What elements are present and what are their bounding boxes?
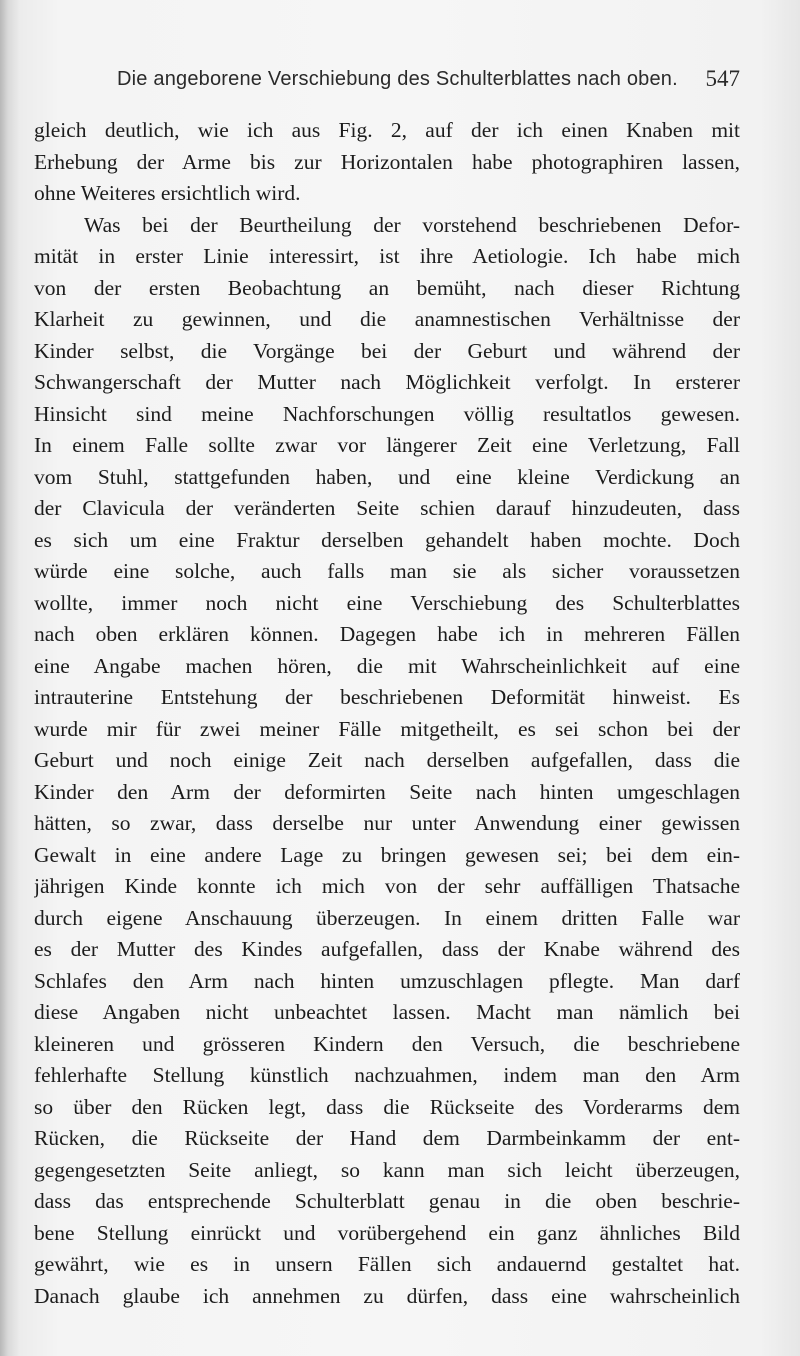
text-line: es sich um eine Fraktur derselben gehandelt haben mochte. Doch [34,527,740,552]
text-line: Geburt und noch einige Zeit nach derselben aufgefallen, dass die [34,748,740,772]
text-line: bene Stellung einrückt und vorübergehend ein ganz ähnliches Bild [34,1220,740,1245]
text-line: kleineren und grösseren Kindern den Versuch, die beschriebene [34,1031,740,1056]
text-line: Hinsicht sind meine Nachforschungen völlig resultatlos gewesen. [34,401,740,426]
text-line: mität in erster Linie interessirt, ist ihre Aetiologie. Ich habe mich [34,244,740,268]
text-line: so über den Rücken legt, dass die Rückseite des Vorderarms dem [34,1094,740,1119]
text-line: Schlafes den Arm nach hinten umzuschlagen pflegte. Man darf [34,968,740,993]
text-line: wollte, immer noch nicht eine Verschiebung des Schulterblattes [34,590,740,615]
text-line: Klarheit zu gewinnen, und die anamnestischen Verhältnisse der [34,307,740,331]
text-line: Rücken, die Rückseite der Hand dem Darmbeinkamm der ent- [34,1126,740,1150]
text-line: wurde mir für zwei meiner Fälle mitgetheilt, es sei schon bei der [34,716,740,741]
body-text [34,115,740,1312]
text-line: eine Angabe machen hören, die mit Wahrscheinlichkeit auf eine [34,653,740,678]
running-title: Die angeborene Verschiebung des Schulterblattes nach oben. [117,68,678,90]
text-line: von der ersten Beobachtung an bemüht, nach dieser Richtung [34,275,740,300]
text-line: ohne Weiteres ersichtlich wird. [34,181,301,205]
text-line: Kinder den Arm der deformirten Seite nach hinten umgeschlagen [34,779,740,804]
text-line: gleich deutlich, wie ich aus Fig. 2, auf der ich einen Knaben mit [34,118,740,142]
text-line: Was bei der Beurtheilung der vorstehend beschriebenen Defor- [84,212,740,237]
text-line: gegengesetzten Seite anliegt, so kann man sich leicht überzeugen, [34,1157,740,1182]
text-line: Erhebung der Arme bis zur Horizontalen habe photographiren lassen, [34,149,740,174]
text-line: jährigen Kinde konnte ich mich von der sehr auffälligen Thatsache [34,874,740,898]
text-line: würde eine solche, auch falls man sie als sicher voraussetzen [34,559,740,583]
text-line: diese Angaben nicht unbeachtet lassen. Macht man nämlich bei [34,1000,740,1024]
text-line: intrauterine Entstehung der beschriebenen Deformität hinweist. Es [34,685,740,709]
text-line: es der Mutter des Kindes aufgefallen, dass der Knabe während des [34,937,740,961]
page-number: 547 [705,66,740,91]
text-line: gewährt, wie es in unsern Fällen sich andauernd gestaltet hat. [34,1252,740,1276]
text-line: Danach glaube ich annehmen zu dürfen, dass eine wahrscheinlich [34,1283,740,1308]
text-line: Kinder selbst, die Vorgänge bei der Geburt und während der [34,338,740,363]
text-line: In einem Falle sollte zwar vor längerer Zeit eine Verletzung, Fall [34,433,740,457]
running-head [0,66,800,100]
text-line: vom Stuhl, stattgefunden haben, und eine kleine Verdickung an [34,464,740,489]
text-line: Gewalt in eine andere Lage zu bringen gewesen sei; bei dem ein- [34,842,740,867]
text-line: durch eigene Anschauung überzeugen. In einem dritten Falle war [34,905,740,930]
text-line: der Clavicula der veränderten Seite schien darauf hinzudeuten, dass [34,496,740,520]
text-line: Schwangerschaft der Mutter nach Möglichkeit verfolgt. In ersterer [34,370,740,394]
text-line: dass das entsprechende Schulterblatt genau in die oben beschrie- [34,1189,740,1213]
text-line: fehlerhafte Stellung künstlich nachzuahmen, indem man den Arm [34,1063,740,1087]
text-line: nach oben erklären können. Dagegen habe ich in mehreren Fällen [34,622,740,646]
text-line: hätten, so zwar, dass derselbe nur unter Anwendung einer gewissen [34,811,740,835]
